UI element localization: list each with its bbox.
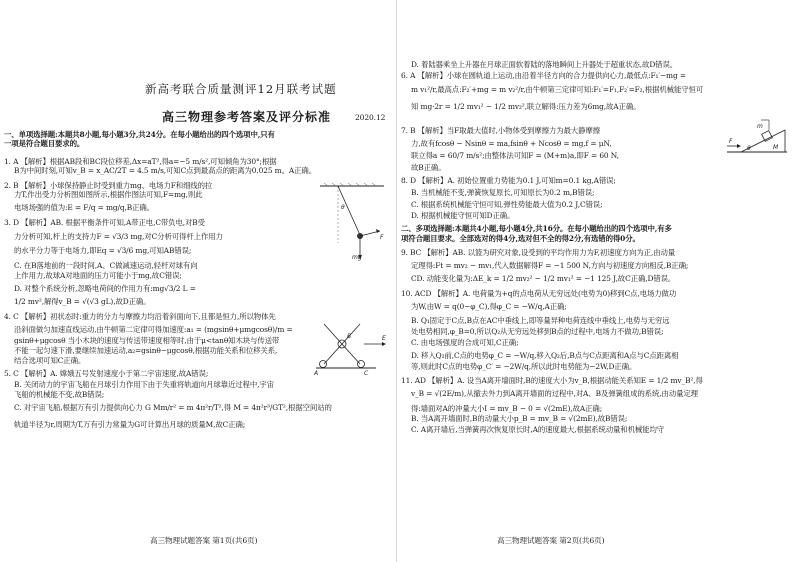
answer-line-page-2: C. A离开墙后,当弹簧再次恢复原长时,A的速度最大,根据系统动量和机械能均守	[411, 425, 665, 434]
q7-angle-label: θ	[747, 145, 751, 152]
q3-label-e: E	[382, 335, 386, 342]
answer-line-page-1: 5. C 【解析】A. 嫦娥五号发射速度小于第二宇宙速度,故A错误;	[4, 369, 209, 378]
q2-weight-label: mg	[352, 254, 362, 261]
answer-line-page-2: 11. AD 【解析】A. 设当A离开墙面时,B的速度大小为v_B,根据动能关系知E = 1/2 mv_B²,得	[401, 376, 703, 385]
answer-line-page-2: 8. D 【解析】A. 初始位置重力势能为0.1 J,可知m=0.1 kg,A错误;	[401, 176, 616, 185]
q2-force-diagram	[318, 183, 388, 263]
answer-line-page-2: 10. ACD 【解析】A. 电荷量为+q的点电荷从无穷远处(电势为0)移到C点,电场力做功	[401, 289, 677, 298]
answer-line-page-1: 轨道半径为r,周期为T,万有引力常量为G可计算出月球的质量M,故C正确;	[14, 420, 246, 429]
answer-line-page-2: 为W,由W = q(0−φ_C),得φ_C = −W/q,A正确;	[411, 302, 567, 311]
answer-line-page-2: B. Q₁固定于C点,B点在AC中垂线上,即等量异种电荷连线中垂线上,电势与无穷远	[411, 316, 670, 325]
answer-line-page-1: 飞船的机械能不变,故B错误;	[14, 390, 105, 399]
document-title: 高三物理参考答案及评分标准	[162, 110, 332, 124]
answer-line-page-1: gsinθ+μgcosθ 当小木块的速度与传送带速度相等时,由于μ<tanθ知木块与传送带	[14, 336, 280, 345]
q7-wedge-label: M	[773, 144, 779, 151]
answer-line-page-2: CD. 动能变化量为:ΔE_k = 1/2 mv₂² − 1/2 mv₁² = −1 125 J,故C正确,D错误。	[411, 274, 676, 283]
document-date: 2020.12	[355, 113, 386, 122]
answer-line-page-2: 处电势相同,φ_B=0,所以Q₂从无穷远处移到B点的过程中,电场力不做功,B错误;	[411, 327, 664, 336]
answer-line-page-2: B. 当机械能不变,弹簧恢复原长,可知原长为0.2 m,B错误;	[411, 188, 595, 197]
answer-line-page-2: 7. B 【解析】当F取最大值时,小物体受到摩擦力为最大静摩擦	[401, 126, 600, 135]
answer-line-page-1: B. 关闭动力的宇宙飞船在月球引力作用下由于失重将轨道向月球靠近过程中,宇宙	[14, 380, 274, 389]
answer-line-page-2: 得:墙面对A的冲量大小I = mv_B − 0 = √(2mE),故A正确;	[411, 404, 603, 413]
answer-line-page-2: 9. BC 【解析】AB. 以篮为研究对象,设受到的平均作用力为F,初速度方向为正,由动量	[401, 248, 676, 257]
answer-line-page-2: 联立得a = 60/7 m/s²;由整体法可知F = (M+m)a,即F = 60 N,	[411, 151, 619, 160]
answer-line-page-1: 结合选项可知C正确。	[14, 356, 86, 365]
answer-line-page-2: 定理得:Ft = mv₂ − mv₁,代入数据解得F = −1 500 N,方向与初速度方向相反,B正确;	[411, 261, 689, 270]
answer-line-page-2: C. 根据系统机械能守恒可知,弹性势能最大值为0.2 J,C错误;	[411, 200, 603, 209]
q7-force-label: F	[729, 138, 733, 145]
answer-line-page-1: 力T,作出受力分析图如图所示,根据作图法可知,F=mg,则此	[14, 190, 203, 199]
answer-line-page-2: D. 着陆器乘坐上升器在月球正面软着陆的落地瞬间上升器处于超重状态,故D错误。	[411, 60, 678, 69]
answer-line-page-1: 沿斜面做匀加速直线运动,由牛顿第二定律可得加速度:a₁ = (mgsinθ+μmgcosθ)/m =	[14, 325, 293, 334]
answer-line-page-1: 一项是符合题目要求的。	[4, 139, 85, 148]
answer-line-page-1: 2. B 【解析】小球保持静止时受到重力mg、电场力F和细线的拉	[4, 181, 213, 190]
answer-line-page-2: 知 mg·2r = 1/2 mv₁² − 1/2 mv₂²,联立解得:压力差为6mg,故A正确。	[411, 102, 641, 111]
answer-line-page-2: 二、多项选择题:本题共4小题,每小题4分,共16分。在每小题给出的四个选项中,有多	[401, 224, 672, 233]
answer-page-2	[397, 0, 794, 562]
q3-label-b: B	[347, 333, 352, 340]
answer-line-page-1: 上作用力,故球A对地面的压力可能小于mg,故C错误;	[14, 271, 182, 280]
exam-title: 新高考联合质量测评12月联考试题	[145, 82, 337, 96]
answer-line-page-1: C. 对宇宙飞船,根据万有引力提供向心力 G Mm/r² = m 4π²r/T²,得 M = 4π²r³/GT²,根据空间站的	[14, 403, 332, 412]
answer-line-page-1: 4. C 【解析】初状态时:重力的分力与摩擦力均沿着斜面向下,且都是恒力,所以物体先	[4, 312, 276, 321]
answer-line-page-2: 等,则此时C点的电势φ_C′ = −2W/q,所以此时电势能为−2W,D正确。	[411, 362, 637, 371]
answer-line-page-2: v_B = √(2E/m),从撤去外力到A离开墙面的过程中,对A、B及弹簧组成的系统,由动量定理	[411, 389, 698, 398]
footer-page-1: 高三物理试题答案 第1页(共6页)	[150, 536, 258, 545]
q2-angle-label: θ	[341, 204, 345, 211]
answer-line-page-2: B. 当A离开墙面时,B的动量大小p_B = mv_B = √(2mE),故B错误;	[411, 414, 628, 423]
q7-block-label: m	[757, 123, 763, 130]
answer-line-page-2: C. 由电场强度的合成可知,C正确;	[411, 338, 519, 347]
answer-line-page-2: 6. A 【解析】小球在圆轨道上运动,由沿着半径方向的合力提供向心力,最低点:F₁′−mg =	[401, 71, 686, 80]
answer-line-page-1: 1/2 mv²,解得v_B = √(√3 gL),故D正确。	[14, 297, 151, 306]
answer-line-page-2: D. 根据机械能守恒可知D正确。	[411, 211, 515, 220]
answer-line-page-2: 力,故有fcosθ − Nsinθ = ma,fsinθ + Ncosθ = mg,f = μN,	[411, 139, 612, 148]
q3-rod-diagram	[312, 318, 390, 376]
answer-line-page-1: 力分析可知,杆上的支持力F = √3/3 mg,对C分析可得杆上作用力	[14, 232, 223, 241]
answer-line-page-2: 故B正确。	[411, 163, 446, 172]
answer-line-page-2: m v₁²/r,最高点:F₂′+mg = m v₂²/r,由牛顿第三定律可知:F₁′=F₁,F₂′=F₂,根据机械能守恒可	[411, 85, 704, 94]
answer-line-page-1: 不能一起匀速下滑,要继续加速运动,a₂=gsinθ−μgcosθ,根据功能关系和位移关系,	[14, 346, 278, 355]
answer-line-page-1: 1. A 【解析】根据AB段和BC段位移差,Δx=aT²,得a=−5 m/s²,可知倾角为30°;根据	[4, 157, 277, 166]
q7-wedge-diagram	[727, 116, 789, 160]
footer-page-2: 高三物理试题答案 第2页(共6页)	[497, 536, 605, 545]
q3-label-a: A	[314, 370, 319, 376]
q2-force-label: F	[380, 234, 384, 241]
answer-line-page-2: D. 移入Q₂前,C点的电势φ_C = −W/q,移入Q₂后,B点与C点距离和A点与C点距离相	[411, 351, 679, 360]
answer-line-page-2: 项符合题目要求。全部选对的得4分,选对但不全的得2分,有选错的得0分。	[401, 234, 640, 243]
answer-line-page-1: B为中间时刻,可知v_B = x_AC/2T = 4.5 m/s,可知C点到最高点的距离为0.025 m。A正确。	[14, 166, 316, 175]
answer-line-page-1: C. 在B落地前的一段时间,A、C做减速运动,轻杆对球有向	[14, 261, 198, 270]
answer-line-page-1: 的水平分力等于电场力,即Eq = √3/6 mg,可知AB错误;	[14, 246, 192, 255]
answer-line-page-1: 一、单项选择题:本题共8小题,每小题3分,共24分。在每小题给出的四个选项中,只有	[4, 130, 275, 139]
q3-label-c: C	[364, 370, 369, 376]
answer-line-page-1: 3. D 【解析】AB. 根据平衡条件可知,A带正电,C带负电,对B受	[4, 218, 205, 227]
answer-line-page-1: D. 对整个系统分析,忽略电荷间的作用力有:mg√3/2 L =	[14, 284, 196, 293]
answer-line-page-1: 电场场强的值为:E = F/q = mg/q,B正确。	[14, 203, 154, 212]
